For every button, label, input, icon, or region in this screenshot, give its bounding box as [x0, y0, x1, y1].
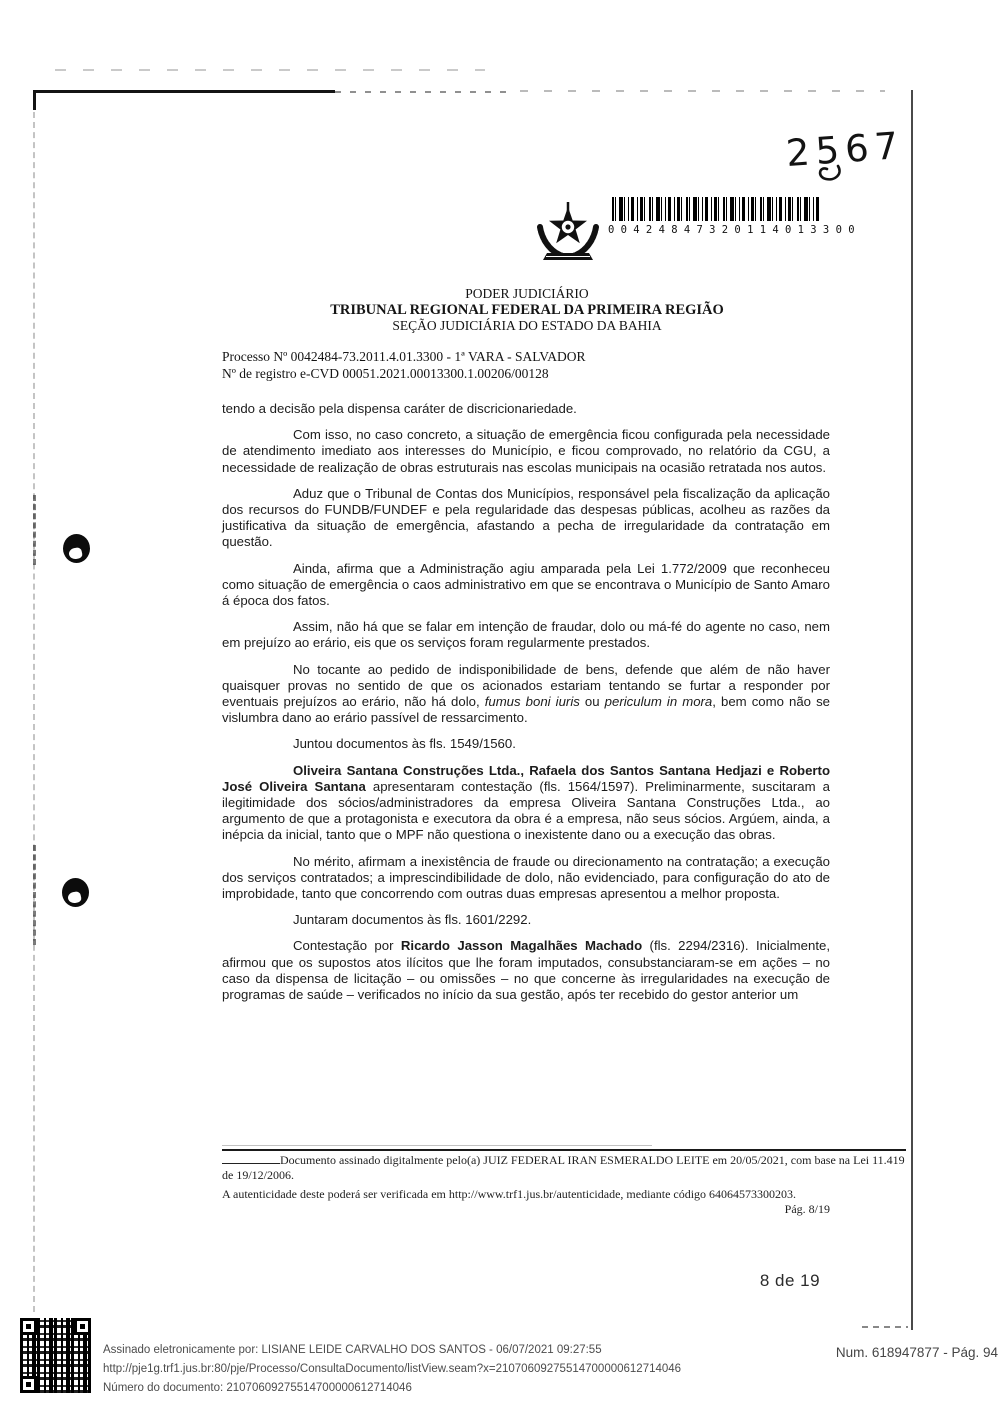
- qr-finder-pattern: [74, 1318, 91, 1335]
- qr-finder-pattern: [20, 1376, 37, 1393]
- scan-right-edge-line: [911, 90, 913, 1330]
- letterhead-section: SEÇÃO JUDICIÁRIA DO ESTADO DA BAHIA: [392, 317, 662, 333]
- footer-page-label: Pág. 8/19: [784, 1202, 830, 1216]
- qr-finder-pattern: [20, 1318, 37, 1335]
- scan-frame-corner: [33, 90, 36, 110]
- signature-underline: [222, 1152, 280, 1164]
- scan-frame-line-dots: [520, 90, 885, 92]
- registry-number-line: Nº de registro e-CVD 00051.2021.00013300.1.00206/00128: [222, 365, 549, 381]
- footer-rule-ghost: [222, 1145, 652, 1146]
- paragraph: Oliveira Santana Construções Ltda., Rafaela dos Santos Santana Hedjazi e Roberto José Oliveira Santana apresentaram contestação (fls. 1564/1597). Preliminarmente, suscitaram a ilegitimidade dos sócios/administradores da empresa Oliveira Santana Construções Ltda., ao argumento de que a protagonista e executora da obra é a empresa, não seus sócios. Argúem, ainda, a inépcia da inicial, tanto que o MPF não questiona o inexistente dano ou a execução das obras.: [222, 762, 830, 843]
- letterhead-branch: PODER JUDICIÁRIO: [465, 286, 589, 301]
- authenticity-note: A autenticidade deste poderá ser verificada em http://www.trf1.jus.br/autenticidade, mediante código 64064573300203.: [222, 1187, 797, 1201]
- paragraph: Aduz que o Tribunal de Contas dos Municípios, responsável pela fiscalização da aplicação dos recursos do FUNDB/FUNDEF e pela regularidade das despesas públicas, acolheu as razões da justificativa da situação de emergência, afastando a pecha de irregularidade da contratação em questão.: [222, 485, 830, 550]
- document-reference-number: Num. 618947877 - Pág. 94: [835, 1345, 998, 1360]
- esign-url-line: http://pje1g.trf1.jus.br:80/pje/Processo/ConsultaDocumento/listView.seam?x=21070609275514700000612714046: [103, 1363, 682, 1375]
- footer-rule: [222, 1149, 906, 1151]
- paragraph: Juntaram documentos às fls. 1601/2292.: [293, 912, 532, 928]
- letterhead: [222, 286, 832, 334]
- signature-note-text: [222, 1152, 908, 1183]
- sheet-page-number: 8 de 19: [759, 1271, 821, 1290]
- brazil-coat-of-arms-icon: [534, 201, 602, 267]
- scan-frame-line-fade: [335, 91, 510, 93]
- scan-dashed-line-top: [55, 69, 485, 71]
- process-number-line: Processo Nº 0042484-73.2011.4.01.3300 - 1ª VARA - SALVADOR: [222, 349, 586, 364]
- punch-hole-mark: [63, 534, 90, 563]
- paragraph: Ainda, afirma que a Administração agiu amparada pela Lei 1.772/2009 que reconheceu como situação de emergência o caos administrativo em que se encontrava o Município de Santo Amaro á época dos fatos.: [222, 560, 830, 609]
- handwritten-flourish: [813, 163, 845, 193]
- paragraph: Contestação por Ricardo Jasson Magalhães Machado (fls. 2294/2316). Inicialmente, afirmou que os supostos atos ilícitos que lhe foram imputados, consubstanciaram-se em ações – no caso da dispensa de licitação – ou omissões – no que concerne às irregularidades na execução de programas de saúde – verificados no início da sua gestão, após ter recebido do gestor anterior um: [222, 938, 830, 1003]
- punch-hole-mark: [62, 878, 89, 907]
- barcode: [612, 197, 821, 221]
- process-identification: [222, 349, 862, 382]
- paragraph: tendo a decisão pela dispensa caráter de discricionariedade.: [222, 401, 577, 416]
- barcode-digits: 0 0 4 2 4 8 4 7 3 2 0 1 1 4 0 1 3 3 0 0: [608, 224, 855, 236]
- esign-document-number-line: Número do documento: 21070609275514700000612714046: [103, 1382, 412, 1394]
- scan-left-margin-dark-segment: [33, 845, 36, 945]
- paragraph: Assim, não há que se falar em intenção de fraudar, dolo ou má-fé do agente no caso, nem em prejuízo ao erário, eis que os serviços foram regularmente prestados.: [222, 619, 830, 651]
- paragraph: Com isso, no caso concreto, a situação de emergência ficou configurada pela necessidade de atendimento imediato aos interesses do Município, e ficou comprovado, no relatório da CGU, a necessidade de realização de obras estruturais nas escolas municipais na ocasião retratada nos autos.: [222, 427, 830, 475]
- decision-body-text: [222, 401, 830, 1013]
- paragraph: No mérito, afirmam a inexistência de fraude ou direcionamento na contratação; a execução dos serviços contratados; a imprescindibilidade de dolo, não evidenciado, para configuração do ato de improbidade, tanto que concorrendo com outras duas empresas apresentou a melhor proposta.: [222, 853, 830, 902]
- paragraph: Juntou documentos às fls. 1549/1560.: [293, 736, 516, 752]
- scan-left-margin-dark-segment: [33, 495, 36, 565]
- paragraph: No tocante ao pedido de indisponibilidade de bens, defende que além de não haver quaisquer provas no sentido de que os acionados estariam tentando se furtar a responder por eventuais prejuízos ao erário, não há dolo, fumus boni iuris ou periculum in mora, bem como não se vislumbra dano ao erário passível de ressarcimento.: [222, 661, 831, 726]
- signature-note-line: Documento assinado digitalmente pelo(a) JUIZ FEDERAL IRAN ESMERALDO LEITE em 20/05/2021, com base na Lei 11.419 de 19/12/2006.: [222, 1153, 905, 1182]
- qr-code: [20, 1318, 91, 1393]
- electronic-signature-block: [103, 1341, 723, 1398]
- esign-signer-line: Assinado eletronicamente por: LISIANE LEIDE CARVALHO DOS SANTOS - 06/07/2021 09:27:55: [103, 1344, 602, 1356]
- scan-frame-line-horizontal: [33, 90, 335, 93]
- handwritten-folio-number: 2567: [784, 123, 906, 176]
- scan-left-margin-dashes: [33, 112, 35, 1312]
- letterhead-court: TRIBUNAL REGIONAL FEDERAL DA PRIMEIRA REGIÃO: [330, 301, 724, 318]
- scan-dash-bottom-right: [862, 1326, 908, 1328]
- digital-signature-note: [222, 1152, 908, 1202]
